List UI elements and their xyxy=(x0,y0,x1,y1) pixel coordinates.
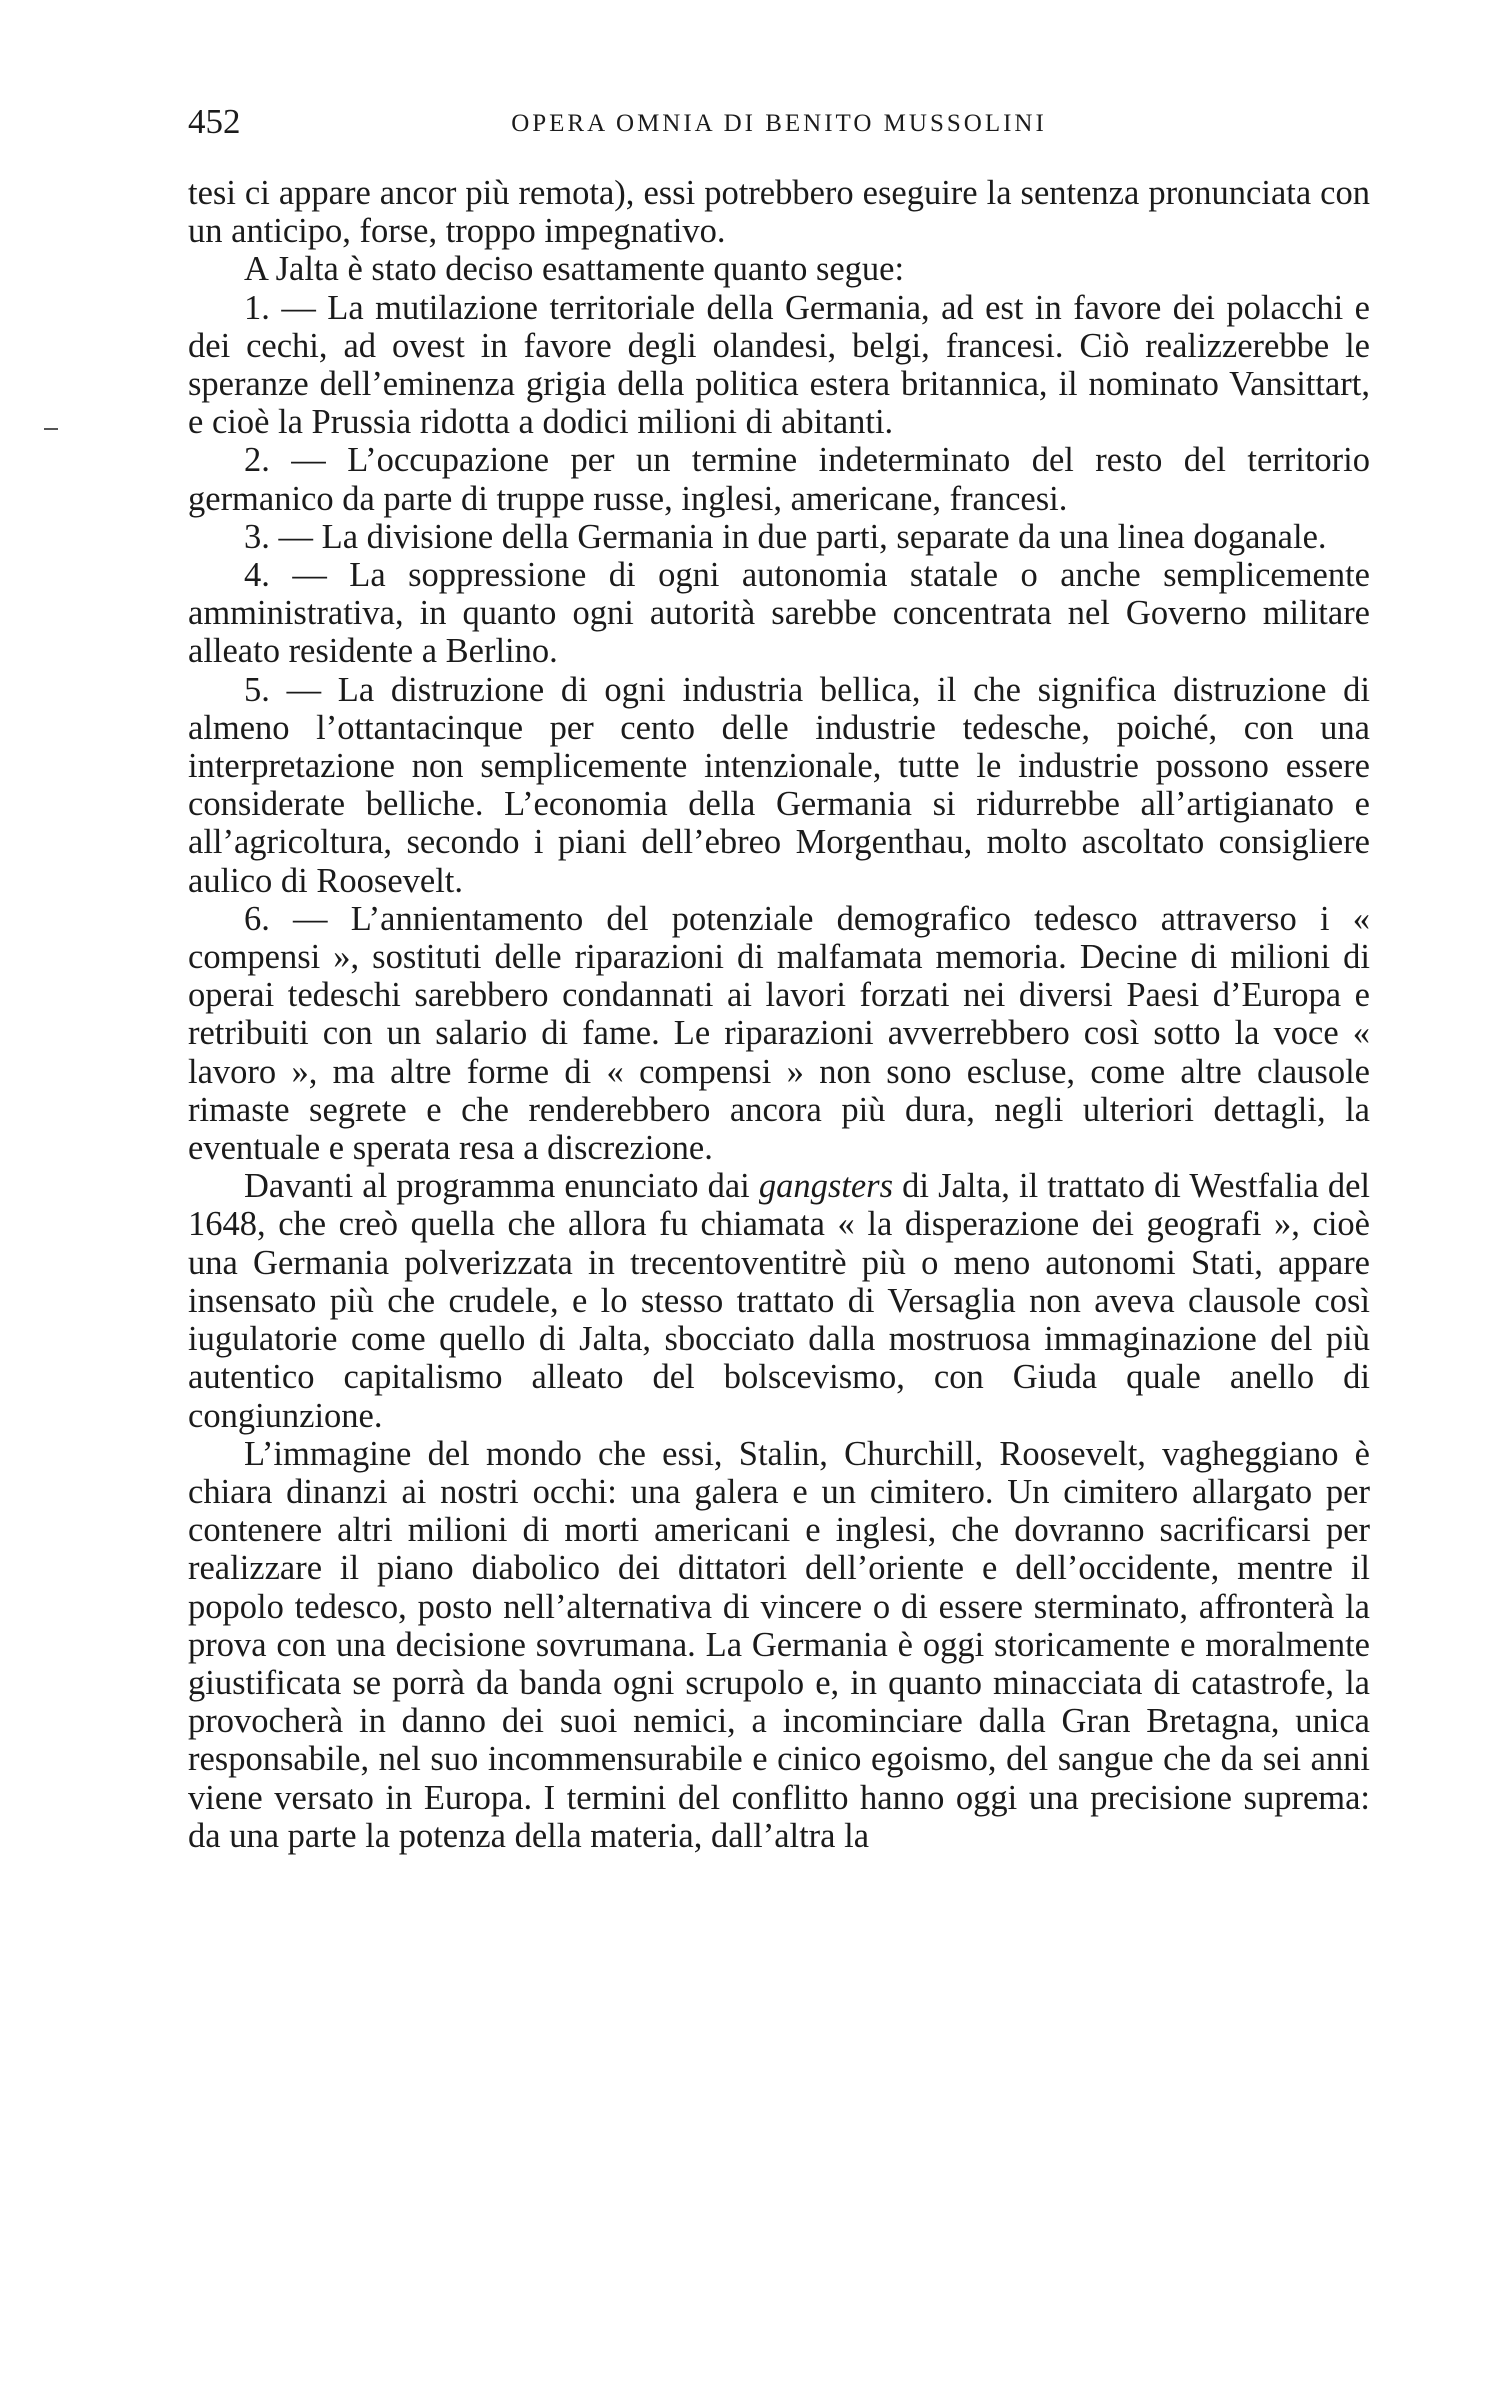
paragraph xyxy=(188,1167,1370,1434)
italic-term: gangsters xyxy=(758,1167,894,1206)
list-item-2: 2. — L’occupazione per un termine indeterminato del resto del territorio germanico da parte di truppe russe, inglesi, americane, francesi. xyxy=(188,441,1370,518)
book-page xyxy=(188,100,1370,1855)
page-number: 452 xyxy=(188,102,241,141)
page-header xyxy=(188,100,1370,144)
paragraph: tesi ci appare ancor più remota), essi potrebbero eseguire la sentenza pronunciata con un anticipo, forse, troppo impegnativo. xyxy=(188,174,1370,251)
paragraph: A Jalta è stato deciso esattamente quanto segue: xyxy=(244,250,905,289)
list-item-3: 3. — La divisione della Germania in due parti, separate da una linea doganale. xyxy=(244,517,1327,556)
running-head: OPERA OMNIA DI BENITO MUSSOLINI xyxy=(511,110,1047,137)
paragraph: L’immagine del mondo che essi, Stalin, Churchill, Roosevelt, vagheggiano è chiara dinanzi ai nostri occhi: una galera e un cimitero. Un cimitero allargato per contenere altri milioni di morti americani e inglesi, che dovranno sacrificarsi per realizzare il piano diabolico dei dittatori dell’oriente e dell’occidente, mentre il popolo tedesco, posto nell’alternativa di vincere o di essere sterminato, affronterà la prova con una decisione sovrumana. La Germania è oggi storicamente e moralmente giustificata se porrà da banda ogni scrupolo e, in quanto minacciata di catastrofe, la provocherà in danno dei suoi nemici, a incominciare dalla Gran Bretagna, unica responsabile, nel suo incommensurabile e cinico egoismo, del sangue che da sei anni viene versato in Europa. I termini del conflitto hanno oggi una precisione suprema: da una parte la potenza della materia, dall’altra la xyxy=(188,1434,1370,1855)
body-text xyxy=(188,174,1370,1855)
list-item-1: 1. — La mutilazione territoriale della Germania, ad est in favore dei polacchi e dei cechi, ad ovest in favore degli olandesi, belgi, francesi. Ciò realizzerebbe le speranze dell’eminenza grigia della politica estera britannica, il nominato Vansittart, e cioè la Prussia ridotta a dodici milioni di abitanti. xyxy=(188,288,1370,442)
list-item-6: 6. — L’annientamento del potenziale demografico tedesco attraverso i « compensi », sostituti delle riparazioni di malfamata memoria. Decine di milioni di operai tedeschi sarebbero condannati ai lavori forzati nei diversi Paesi d’Europa e retribuiti con un salario di fame. Le riparazioni avverrebbero così sotto la voce « lavoro », ma altre forme di « compensi » non sono escluse, come altre clausole rimaste segrete e che renderebbero ancora più dura, negli ulteriori dettagli, la eventuale e sperata resa a discrezione. xyxy=(188,899,1370,1168)
list-item-5: 5. — La distruzione di ogni industria bellica, il che significa distruzione di almeno l’ottantacinque per cento delle industrie tedesche, poiché, con una interpretazione non semplicemente intenzionale, tutte le industrie possono essere considerate belliche. L’economia della Germania si ridurrebbe all’artigianato e all’agricoltura, secondo i piani dell’ebreo Morgenthau, molto ascoltato consigliere aulico di Roosevelt. xyxy=(188,670,1370,900)
paragraph-text-rest: di Jalta, il trattato di Westfalia del 1648, che creò quella che allora fu chiamata « la disperazione dei geografi », cioè una Germania polverizzata in trecentoventitrè più o meno autonomi Stati, appare insensato più che crudele, e lo stesso trattato di Versaglia non aveva clausole così iugulatorie come quello di Jalta, sbocciato dalla mostruosa immaginazione del più autentico capitalismo alleato del bolscevismo, con Giuda quale anello di congiunzione. xyxy=(188,1167,1371,1435)
paragraph-text-start: Davanti al programma enunciato dai xyxy=(244,1167,759,1206)
margin-mark xyxy=(44,428,58,430)
list-item-4: 4. — La soppressione di ogni autonomia statale o anche semplicemente amministrativa, in quanto ogni autorità sarebbe concentrata nel Governo militare alleato residente a Berlino. xyxy=(188,556,1370,671)
